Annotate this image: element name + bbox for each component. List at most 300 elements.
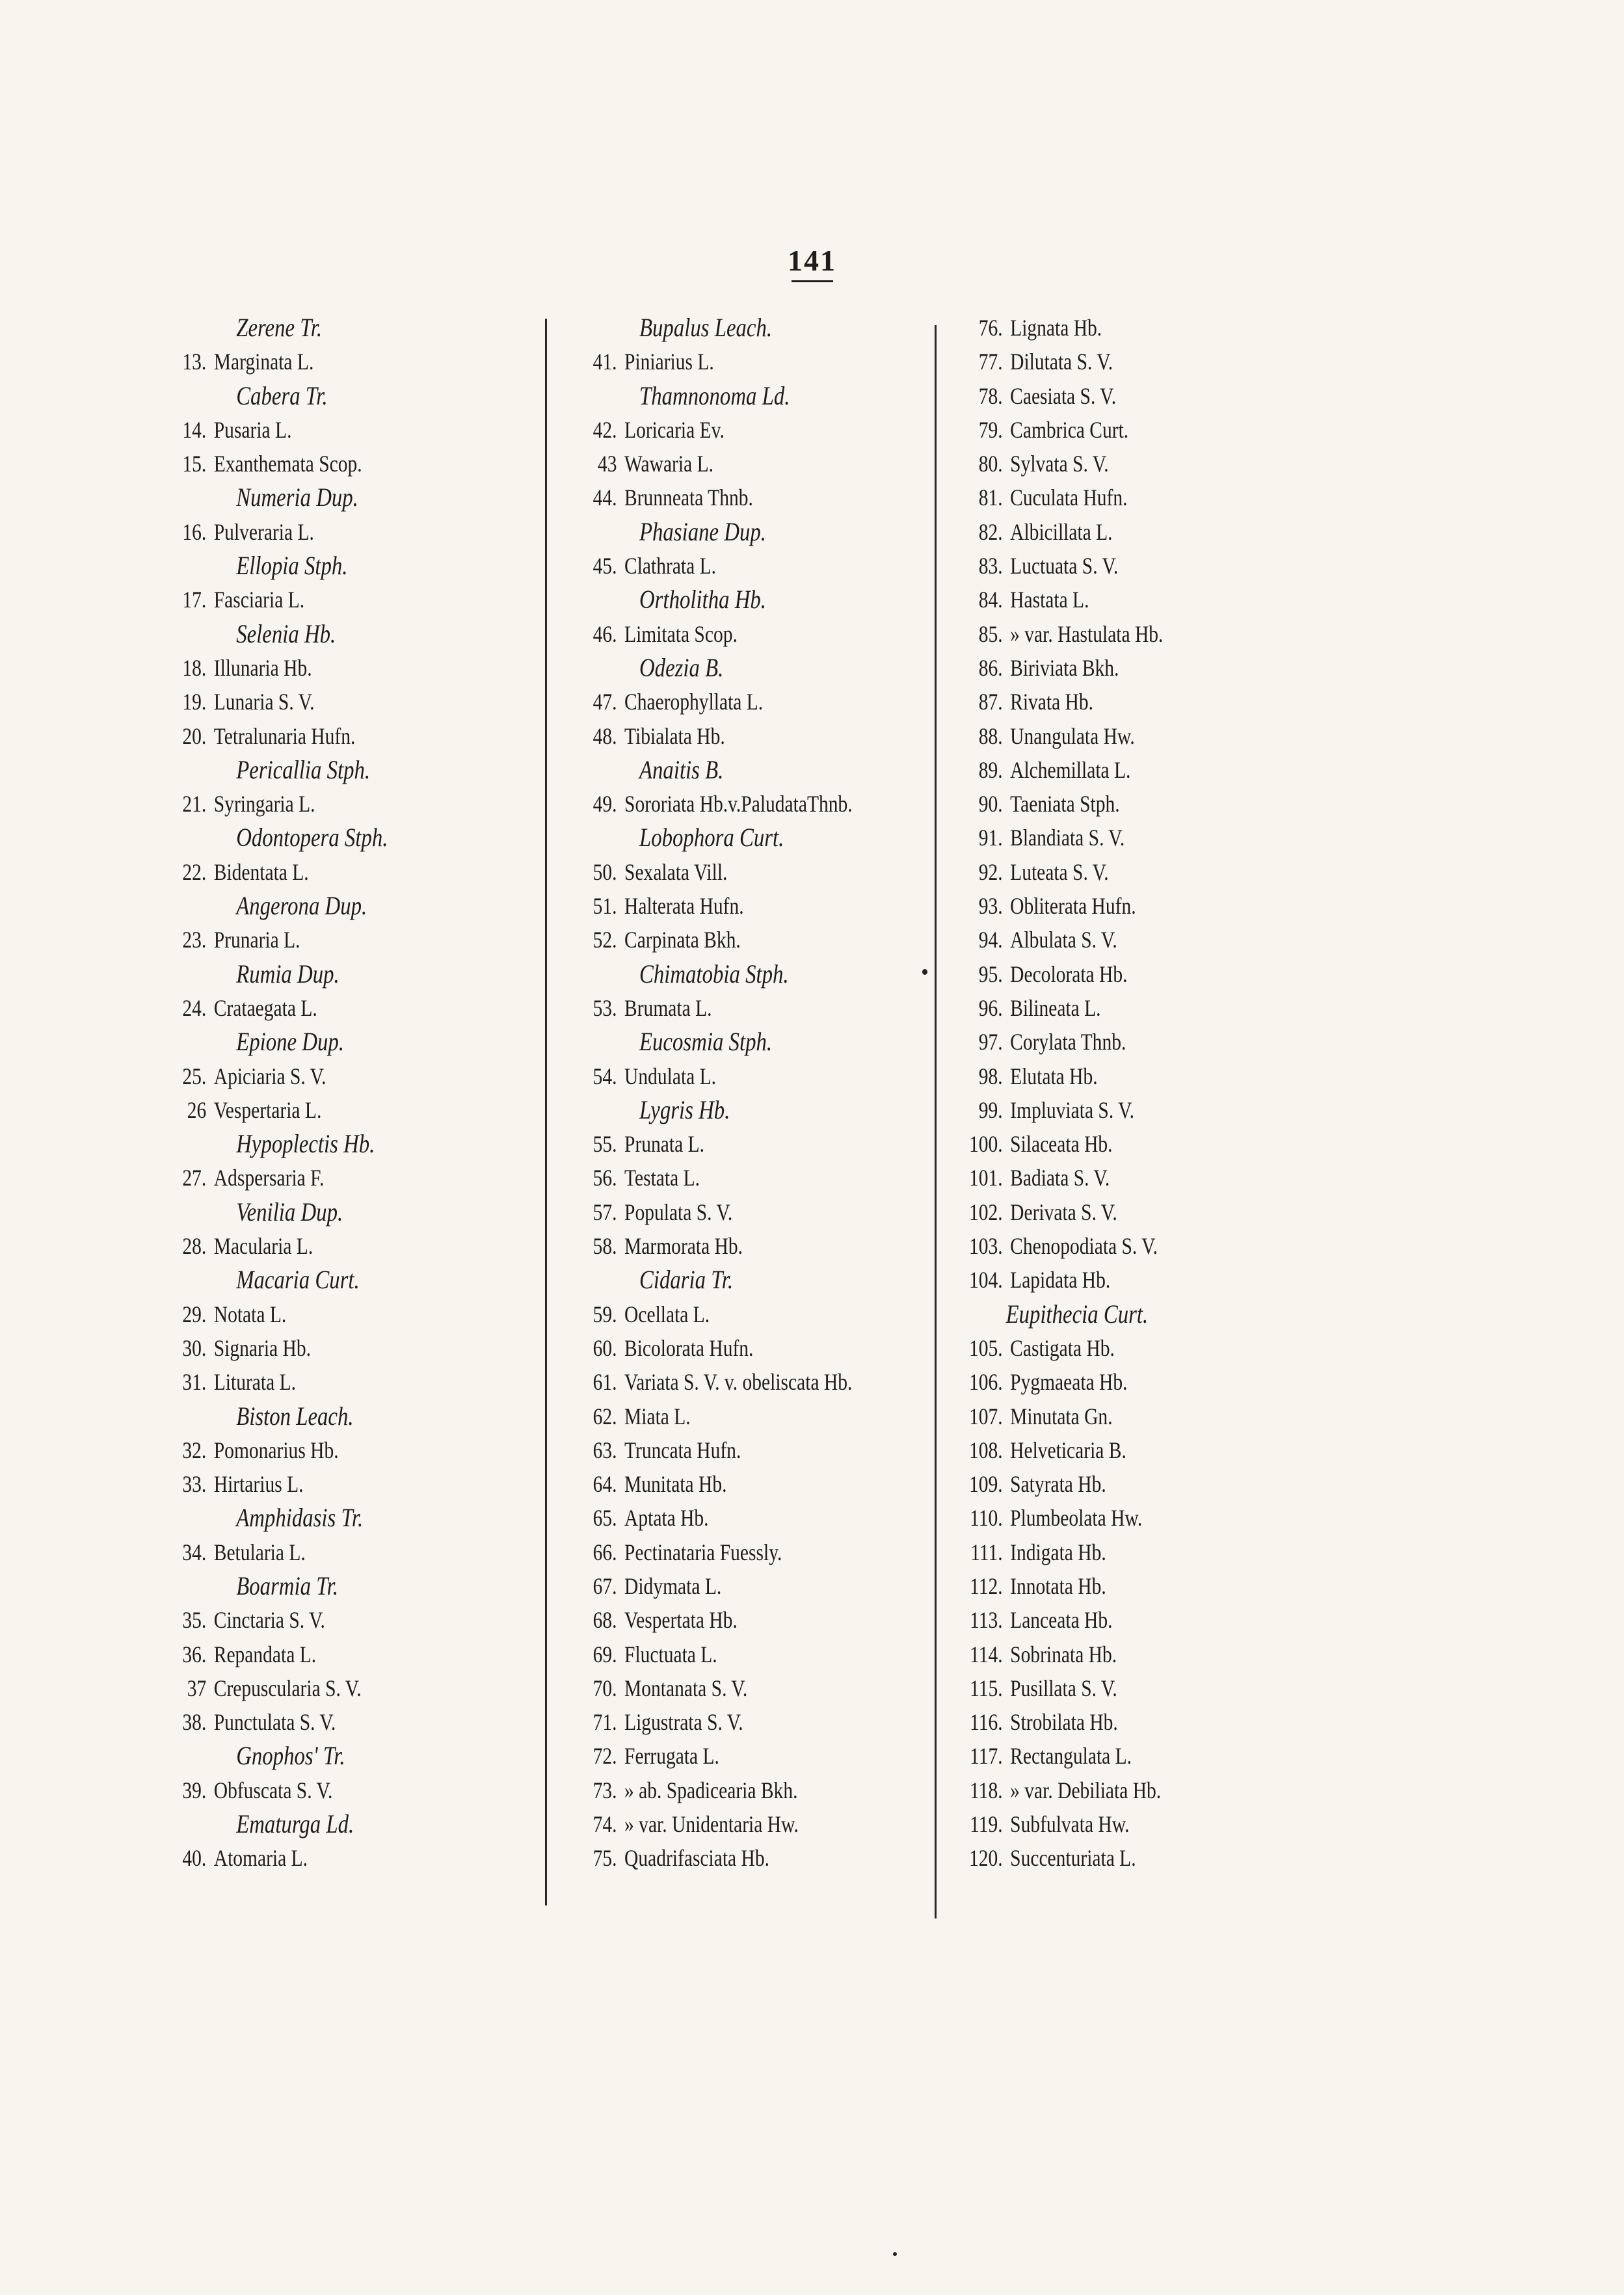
species-name: Subfulvata Hw. xyxy=(1010,1811,1130,1838)
entry-number: 32. xyxy=(182,1437,207,1463)
species-name: Pomonarius Hb. xyxy=(213,1437,339,1463)
entry-number: 107. xyxy=(969,1403,1003,1429)
species-name: Lunaria S. V. xyxy=(213,689,315,715)
species-entry xyxy=(559,1195,901,1229)
entry-number: 79. xyxy=(978,416,1003,443)
entry-number: 17. xyxy=(182,587,207,613)
entry-number: 114. xyxy=(970,1641,1003,1667)
column-divider xyxy=(545,319,547,1905)
genus-heading: Rumia Dup. xyxy=(236,959,339,988)
species-entry xyxy=(559,1638,901,1671)
entry-number: 116. xyxy=(970,1709,1003,1736)
entry-number: 85. xyxy=(978,620,1003,647)
species-name: Pusaria L. xyxy=(213,416,292,443)
species-entry xyxy=(937,957,1278,991)
species-name: Quadrifasciata Hb. xyxy=(624,1845,769,1872)
species-name: » ab. Spadicearia Bkh. xyxy=(624,1777,798,1803)
species-column-1 xyxy=(151,311,492,1876)
page-number: 141 xyxy=(0,243,1624,282)
entry-number: 21. xyxy=(182,791,207,817)
entry-number: 68. xyxy=(592,1607,617,1634)
species-entry xyxy=(559,1807,901,1841)
genus-heading: Bupalus Leach. xyxy=(639,313,773,342)
species-entry xyxy=(559,1297,901,1331)
species-name: Taeniata Stph. xyxy=(1010,791,1120,817)
entry-number: 62. xyxy=(592,1403,617,1429)
species-entry xyxy=(937,447,1278,481)
species-name: Innotata Hb. xyxy=(1010,1572,1106,1599)
entry-number: 88. xyxy=(978,723,1003,749)
species-name: Fluctuata L. xyxy=(624,1641,717,1667)
entry-number: 70. xyxy=(592,1675,617,1701)
species-entry xyxy=(937,379,1278,413)
species-name: Cuculata Hufn. xyxy=(1010,484,1128,511)
species-entry xyxy=(937,617,1278,651)
species-entry xyxy=(151,1331,492,1365)
species-name: Albicillata L. xyxy=(1010,518,1113,545)
species-name: Obfuscata S. V. xyxy=(213,1777,333,1803)
entry-number: 41. xyxy=(592,349,617,375)
entry-number: 37 xyxy=(187,1675,207,1701)
entry-number: 90. xyxy=(978,791,1003,817)
genus-heading: Boarmia Tr. xyxy=(236,1571,338,1600)
genus-heading: Odezia B. xyxy=(639,652,724,682)
species-entry xyxy=(937,753,1278,787)
species-entry xyxy=(151,1773,492,1807)
species-name: Carpinata Bkh. xyxy=(624,927,741,953)
species-entry xyxy=(151,447,492,481)
species-entry xyxy=(559,413,901,447)
species-entry xyxy=(151,651,492,685)
genus-heading: Amphidasis Tr. xyxy=(236,1503,364,1533)
species-entry xyxy=(937,1093,1278,1127)
species-entry xyxy=(151,1603,492,1637)
genus-heading: Eucosmia Stph. xyxy=(639,1027,773,1057)
species-entry xyxy=(559,1841,901,1875)
species-name: Atomaria L. xyxy=(213,1845,308,1872)
species-entry xyxy=(151,1365,492,1399)
species-name: Prunaria L. xyxy=(213,927,300,953)
genus-heading: Thamnonoma Ld. xyxy=(639,380,790,410)
species-name: Hastata L. xyxy=(1010,587,1089,613)
entry-number: 89. xyxy=(978,756,1003,783)
species-entry xyxy=(151,1093,492,1127)
species-entry xyxy=(151,1841,492,1875)
species-name: Signaria Hb. xyxy=(213,1334,311,1361)
entry-number: 113. xyxy=(970,1607,1003,1634)
species-name: Clathrata L. xyxy=(624,553,717,579)
entry-number: 91. xyxy=(978,825,1003,851)
genus-heading: Selenia Hb. xyxy=(236,618,336,648)
species-entry xyxy=(937,345,1278,378)
species-entry xyxy=(937,1127,1278,1161)
species-name: Punctulata S. V. xyxy=(213,1709,336,1736)
species-name: Elutata Hb. xyxy=(1010,1063,1098,1089)
species-name: Unangulata Hw. xyxy=(1010,723,1135,749)
species-entry xyxy=(937,515,1278,549)
species-entry xyxy=(937,889,1278,923)
species-name: Helveticaria B. xyxy=(1010,1437,1126,1463)
species-entry xyxy=(151,413,492,447)
species-name: Truncata Hufn. xyxy=(624,1437,741,1463)
species-column-2 xyxy=(559,311,901,1876)
entry-number: 43 xyxy=(598,451,617,477)
species-entry xyxy=(151,855,492,889)
entry-number: 115. xyxy=(970,1675,1003,1701)
genus-heading: Venilia Dup. xyxy=(236,1197,343,1227)
species-entry xyxy=(151,1297,492,1331)
species-name: Rectangulata L. xyxy=(1010,1743,1132,1770)
species-entry xyxy=(559,1671,901,1705)
species-entry xyxy=(937,1638,1278,1671)
species-entry xyxy=(937,1569,1278,1603)
entry-number: 108. xyxy=(969,1437,1003,1463)
species-entry xyxy=(559,889,901,923)
entry-number: 93. xyxy=(978,893,1003,920)
entry-number: 35. xyxy=(182,1607,207,1634)
entry-number: 102. xyxy=(969,1199,1003,1225)
species-entry xyxy=(151,1161,492,1195)
species-entry xyxy=(151,1638,492,1671)
entry-number: 58. xyxy=(592,1233,617,1260)
species-entry xyxy=(937,1773,1278,1807)
species-name: Decolorata Hb. xyxy=(1010,961,1128,987)
entry-number: 74. xyxy=(592,1811,617,1838)
species-entry xyxy=(559,1501,901,1535)
species-entry xyxy=(937,1739,1278,1773)
species-name: Repandata L. xyxy=(213,1641,317,1667)
entry-number: 39. xyxy=(182,1777,207,1803)
entry-number: 47. xyxy=(592,689,617,715)
genus-heading: Macaria Curt. xyxy=(236,1265,360,1295)
species-entry xyxy=(937,787,1278,821)
species-name: Plumbeolata Hw. xyxy=(1010,1505,1143,1532)
species-entry xyxy=(937,481,1278,514)
species-name: Wawaria L. xyxy=(624,451,713,477)
species-name: Impluviata S. V. xyxy=(1010,1096,1134,1123)
species-name: Tibialata Hb. xyxy=(624,723,725,749)
genus-heading: Odontopera Stph. xyxy=(236,823,388,853)
species-name: Exanthemata Scop. xyxy=(213,451,362,477)
entry-number: 18. xyxy=(182,654,207,681)
species-name: Cinctaria S. V. xyxy=(213,1607,325,1634)
entry-number: 92. xyxy=(978,858,1003,885)
genus-heading: Anaitis B. xyxy=(639,754,724,784)
entry-number: 110. xyxy=(970,1505,1003,1532)
genus-heading: Pericallia Stph. xyxy=(236,754,371,784)
species-name: Populata S. V. xyxy=(624,1199,733,1225)
species-name: Bidentata L. xyxy=(213,858,309,885)
species-entry xyxy=(559,481,901,514)
entry-number: 49. xyxy=(592,791,617,817)
species-entry xyxy=(937,1331,1278,1365)
species-name: Dilutata S. V. xyxy=(1010,349,1113,375)
species-entry xyxy=(151,787,492,821)
species-name: Minutata Gn. xyxy=(1010,1403,1113,1429)
species-entry xyxy=(937,855,1278,889)
species-entry xyxy=(937,821,1278,855)
species-entry xyxy=(559,719,901,753)
entry-number: 36. xyxy=(182,1641,207,1667)
species-entry xyxy=(151,1535,492,1569)
species-entry xyxy=(559,1161,901,1195)
entry-number: 31. xyxy=(182,1369,207,1396)
species-entry xyxy=(151,1705,492,1739)
entry-number: 45. xyxy=(592,553,617,579)
species-entry xyxy=(559,1705,901,1739)
species-entry xyxy=(937,1807,1278,1841)
entry-number: 81. xyxy=(978,484,1003,511)
entry-number: 69. xyxy=(592,1641,617,1667)
entry-number: 23. xyxy=(182,927,207,953)
species-entry xyxy=(559,1535,901,1569)
entry-number: 75. xyxy=(592,1845,617,1872)
species-name: Albulata S. V. xyxy=(1010,927,1117,953)
entry-number: 56. xyxy=(592,1165,617,1191)
species-name: Hirtarius L. xyxy=(213,1471,304,1498)
species-name: Pygmaeata Hb. xyxy=(1010,1369,1128,1396)
species-name: Vespertaria L. xyxy=(213,1096,322,1123)
species-name: Illunaria Hb. xyxy=(213,654,312,681)
entry-number: 40. xyxy=(182,1845,207,1872)
species-entry xyxy=(559,685,901,719)
species-name: Ferrugata L. xyxy=(624,1743,719,1770)
species-name: Rivata Hb. xyxy=(1010,689,1094,715)
species-name: Bicolorata Hufn. xyxy=(624,1334,754,1361)
species-name: Luctuata S. V. xyxy=(1010,553,1119,579)
entry-number: 19. xyxy=(182,689,207,715)
species-entry xyxy=(937,583,1278,617)
entry-number: 51. xyxy=(592,893,617,920)
entry-number: 63. xyxy=(592,1437,617,1463)
entry-number: 61. xyxy=(592,1369,617,1396)
species-name: Notata L. xyxy=(213,1301,287,1327)
species-entry xyxy=(937,1433,1278,1467)
entry-number: 15. xyxy=(182,451,207,477)
species-name: Tetralunaria Hufn. xyxy=(213,723,356,749)
species-entry xyxy=(559,447,901,481)
entry-number: 42. xyxy=(592,416,617,443)
entry-number: 103. xyxy=(969,1233,1003,1260)
genus-heading: Epione Dup. xyxy=(236,1027,344,1057)
genus-heading: Ellopia Stph. xyxy=(236,551,348,581)
species-entry xyxy=(937,1841,1278,1875)
species-entry xyxy=(559,617,901,651)
entry-number: 112. xyxy=(970,1572,1003,1599)
species-name: Ligustrata S. V. xyxy=(624,1709,743,1736)
species-name: Cambrica Curt. xyxy=(1010,416,1129,443)
species-name: Derivata S. V. xyxy=(1010,1199,1117,1225)
genus-heading: Hypoplectis Hb. xyxy=(236,1129,375,1159)
entry-number: 60. xyxy=(592,1334,617,1361)
species-name: Vespertata Hb. xyxy=(624,1607,738,1634)
species-entry xyxy=(151,515,492,549)
entry-number: 66. xyxy=(592,1539,617,1565)
species-name: Strobilata Hb. xyxy=(1010,1709,1118,1736)
species-entry xyxy=(937,1400,1278,1433)
entry-number: 95. xyxy=(978,961,1003,987)
entry-number: 94. xyxy=(978,927,1003,953)
species-name: Apiciaria S. V. xyxy=(213,1063,326,1089)
species-name: Macularia L. xyxy=(213,1233,313,1260)
genus-heading: Cabera Tr. xyxy=(236,380,328,410)
species-name: Obliterata Hufn. xyxy=(1010,893,1136,920)
genus-heading: Ematurga Ld. xyxy=(236,1809,354,1839)
species-name: Brumata L. xyxy=(624,994,712,1021)
entry-number: 86. xyxy=(978,654,1003,681)
species-name: Piniarius L. xyxy=(624,349,714,375)
species-name: Brunneata Thnb. xyxy=(624,484,753,511)
species-entry xyxy=(937,1059,1278,1093)
species-name: Sexalata Vill. xyxy=(624,858,728,885)
entry-number: 48. xyxy=(592,723,617,749)
species-name: Blandiata S. V. xyxy=(1010,825,1125,851)
entry-number: 16. xyxy=(182,518,207,545)
entry-number: 34. xyxy=(182,1539,207,1565)
species-entry xyxy=(937,311,1278,345)
entry-number: 26 xyxy=(187,1096,207,1123)
species-name: Syringaria L. xyxy=(213,791,315,817)
species-entry xyxy=(559,855,901,889)
species-entry xyxy=(937,1671,1278,1705)
species-name: Indigata Hb. xyxy=(1010,1539,1106,1565)
entry-number: 87. xyxy=(978,689,1003,715)
species-name: Marginata L. xyxy=(213,349,314,375)
species-name: Pulveraria L. xyxy=(213,518,314,545)
species-entry xyxy=(559,345,901,378)
genus-heading: Cidaria Tr. xyxy=(639,1265,734,1295)
species-name: Aptata Hb. xyxy=(624,1505,709,1532)
species-entry xyxy=(937,1501,1278,1535)
species-entry xyxy=(937,1195,1278,1229)
species-name: Testata L. xyxy=(624,1165,700,1191)
entry-number: 24. xyxy=(182,994,207,1021)
species-entry xyxy=(151,1671,492,1705)
species-entry xyxy=(937,1263,1278,1297)
entry-number: 96. xyxy=(978,994,1003,1021)
species-name: Variata S. V. v. obeliscata Hb. xyxy=(624,1369,853,1396)
species-name: Caesiata S. V. xyxy=(1010,382,1117,409)
entry-number: 59. xyxy=(592,1301,617,1327)
entry-number: 73. xyxy=(592,1777,617,1803)
genus-heading: Lygris Hb. xyxy=(639,1094,730,1124)
species-entry xyxy=(559,1127,901,1161)
genus-heading: Angerona Dup. xyxy=(236,891,367,921)
species-entry xyxy=(559,1059,901,1093)
species-entry xyxy=(937,1025,1278,1059)
species-entry xyxy=(559,1229,901,1263)
entry-number: 80. xyxy=(978,451,1003,477)
entry-number: 53. xyxy=(592,994,617,1021)
genus-heading: Lobophora Curt. xyxy=(639,823,784,853)
species-entry xyxy=(559,1331,901,1365)
species-name: Lignata Hb. xyxy=(1010,315,1102,341)
species-name: Lanceata Hb. xyxy=(1010,1607,1113,1634)
entry-number: 46. xyxy=(592,620,617,647)
entry-number: 33. xyxy=(182,1471,207,1498)
species-name: Silaceata Hb. xyxy=(1010,1131,1113,1158)
species-entry xyxy=(937,685,1278,719)
entry-number: 109. xyxy=(969,1471,1003,1498)
genus-heading: Numeria Dup. xyxy=(236,483,358,512)
species-entry xyxy=(937,719,1278,753)
species-name: Sororiata Hb.v.PaludataThnb. xyxy=(624,791,853,817)
genus-heading: Eupithecia Curt. xyxy=(1005,1299,1149,1329)
species-name: » var. Unidentaria Hw. xyxy=(624,1811,799,1838)
species-entry xyxy=(937,1705,1278,1739)
species-name: Alchemillata L. xyxy=(1010,756,1131,783)
species-name: Crepuscularia S. V. xyxy=(213,1675,362,1701)
species-entry xyxy=(151,719,492,753)
entry-number: 119. xyxy=(970,1811,1003,1838)
species-name: Succenturiata L. xyxy=(1010,1845,1136,1872)
species-entry xyxy=(151,685,492,719)
species-name: Marmorata Hb. xyxy=(624,1233,743,1260)
species-name: Montanata S. V. xyxy=(624,1675,748,1701)
genus-heading: Chimatobia Stph. xyxy=(639,959,789,988)
species-entry xyxy=(937,413,1278,447)
entry-number: 99. xyxy=(978,1096,1003,1123)
species-name: Betularia L. xyxy=(213,1539,306,1565)
species-name: Sobrinata Hb. xyxy=(1010,1641,1117,1667)
entry-number: 83. xyxy=(978,553,1003,579)
species-name: Adspersaria F. xyxy=(213,1165,325,1191)
entry-number: 120. xyxy=(969,1845,1003,1872)
entry-number: 50. xyxy=(592,858,617,885)
entry-number: 84. xyxy=(978,587,1003,613)
entry-number: 82. xyxy=(978,518,1003,545)
print-speck xyxy=(893,2252,897,2256)
species-name: Bilineata L. xyxy=(1010,994,1101,1021)
species-entry xyxy=(151,1059,492,1093)
species-name: Satyrata Hb. xyxy=(1010,1471,1106,1498)
species-name: Undulata L. xyxy=(624,1063,717,1089)
species-name: Castigata Hb. xyxy=(1010,1334,1115,1361)
species-name: Munitata Hb. xyxy=(624,1471,727,1498)
species-name: Fasciaria L. xyxy=(213,587,305,613)
species-entry xyxy=(151,1433,492,1467)
entry-number: 25. xyxy=(182,1063,207,1089)
species-name: Lapidata Hb. xyxy=(1010,1267,1111,1293)
entry-number: 72. xyxy=(592,1743,617,1770)
species-name: Crataegata L. xyxy=(213,994,317,1021)
species-name: Corylata Thnb. xyxy=(1010,1029,1126,1055)
species-name: Prunata L. xyxy=(624,1131,705,1158)
species-name: Pectinataria Fuessly. xyxy=(624,1539,782,1565)
entry-number: 44. xyxy=(592,484,617,511)
species-name: Luteata S. V. xyxy=(1010,858,1109,885)
species-entry xyxy=(937,1229,1278,1263)
species-name: » var. Hastulata Hb. xyxy=(1010,620,1164,647)
species-entry xyxy=(937,1535,1278,1569)
entry-number: 55. xyxy=(592,1131,617,1158)
entry-number: 64. xyxy=(592,1471,617,1498)
entry-number: 118. xyxy=(970,1777,1003,1803)
species-entry xyxy=(559,1365,901,1399)
species-entry xyxy=(151,583,492,617)
genus-heading: Ortholitha Hb. xyxy=(639,585,766,615)
entry-number: 117. xyxy=(970,1743,1003,1770)
entry-number: 100. xyxy=(969,1131,1003,1158)
entry-number: 57. xyxy=(592,1199,617,1225)
entry-number: 105. xyxy=(969,1334,1003,1361)
entry-number: 97. xyxy=(978,1029,1003,1055)
genus-heading: Biston Leach. xyxy=(236,1401,354,1431)
species-entry xyxy=(151,1229,492,1263)
species-entry xyxy=(937,991,1278,1025)
entry-number: 30. xyxy=(182,1334,207,1361)
species-entry xyxy=(559,1569,901,1603)
